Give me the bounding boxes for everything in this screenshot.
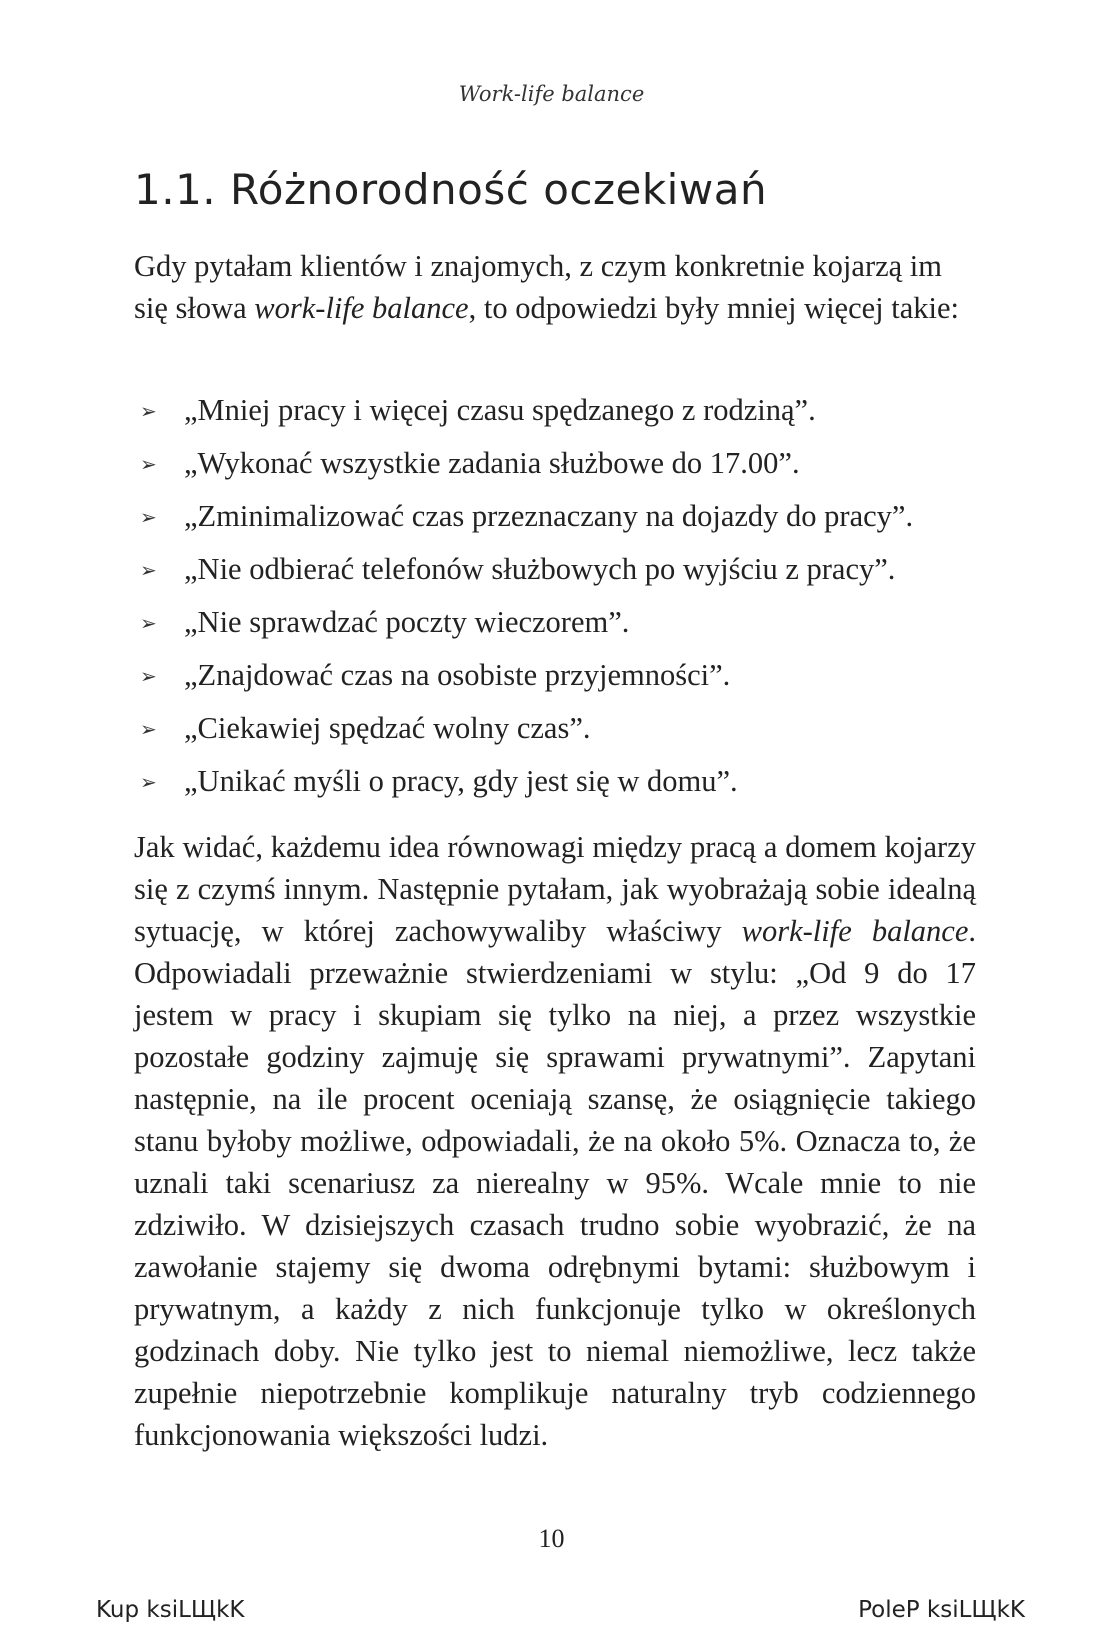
paragraph-italic-term: work-life balance [741, 914, 969, 948]
list-item [140, 702, 980, 755]
intro-italic-term: work-life balance [254, 291, 469, 325]
footer-recommend-link[interactable]: PoleP ksiLЩkK [858, 1597, 1025, 1623]
list-item [140, 543, 980, 596]
page-number: 10 [538, 1524, 565, 1553]
section-title: 1.1. Różnorodność oczekiwań [134, 165, 768, 214]
list-item-text: „Nie sprawdzać poczty wieczorem”. [184, 605, 630, 639]
list-item [140, 596, 980, 649]
list-item-text: „Wykonać wszystkie zadania służbowe do 17.00”. [184, 446, 800, 480]
list-item-text: „Mniej pracy i więcej czasu spędzanego z rodziną”. [184, 393, 816, 427]
paragraph-text-start: Jak widać, każdemu idea równowagi między pracą a domem kojarzy się z czymś innym. Następnie pytałam, jak wyobrażają sobie idealną sytuację, w której zachowywaliby właściwy [134, 830, 976, 948]
list-item-text: „Unikać myśli o pracy, gdy jest się w domu”. [184, 764, 738, 798]
list-item [140, 649, 980, 702]
footer-buy-link[interactable]: Kup ksiLЩkK [96, 1597, 245, 1623]
arrowhead-right-icon: ➢ [140, 663, 157, 688]
intro-text-end: , to odpowiedzi były mniej więcej takie: [468, 291, 960, 325]
arrowhead-right-icon: ➢ [140, 504, 157, 529]
arrowhead-right-icon: ➢ [140, 769, 157, 794]
list-item-text: „Ciekawiej spędzać wolny czas”. [184, 711, 591, 745]
arrowhead-right-icon: ➢ [140, 451, 157, 476]
intro-paragraph [134, 245, 976, 329]
list-item [140, 384, 980, 437]
bullet-list [140, 384, 980, 808]
arrowhead-right-icon: ➢ [140, 610, 157, 635]
list-item [140, 490, 980, 543]
arrowhead-right-icon: ➢ [140, 716, 157, 741]
list-item [140, 755, 980, 808]
paragraph-text-end: . Odpowiadali przeważnie stwierdzeniami w stylu: „Od 9 do 17 jestem w pracy i skupiam się tylko na niej, a przez wszystkie pozostałe godziny zajmuję się sprawami prywatnymi”. Zapytani następnie, na ile procent oceniają szansę, że osiągnięcie takiego stanu byłoby możliwe, odpowiadali, że na około 5%. Oznacza to, że uznali taki scenariusz za nierealny w 95%. Wcale mnie to nie zdziwiło. W dzisiejszych czasach trudno sobie wyobrazić, że na zawołanie stajemy się dwoma odrębnymi bytami: służbowym i prywatnym, a każdy z nich funkcjonuje tylko w określonych godzinach doby. Nie tylko jest to niemal niemożliwe, lecz także zupełnie niepotrzebnie komplikuje naturalny tryb codziennego funkcjonowania większości ludzi. [134, 914, 976, 1452]
body-paragraph [134, 826, 976, 1456]
arrowhead-right-icon: ➢ [140, 398, 157, 423]
intro-text-start: Gdy pytałam klientów i znajomych, z czym konkretnie kojarzą im się słowa [134, 249, 942, 325]
arrowhead-right-icon: ➢ [140, 557, 157, 582]
list-item-text: „Nie odbierać telefonów służbowych po wyjściu z pracy”. [184, 552, 896, 586]
list-item-text: „Zminimalizować czas przeznaczany na dojazdy do pracy”. [184, 499, 914, 533]
list-item-text: „Znajdować czas na osobiste przyjemności”. [184, 658, 731, 692]
list-item [140, 437, 980, 490]
running-header: Work-life balance [458, 82, 645, 106]
